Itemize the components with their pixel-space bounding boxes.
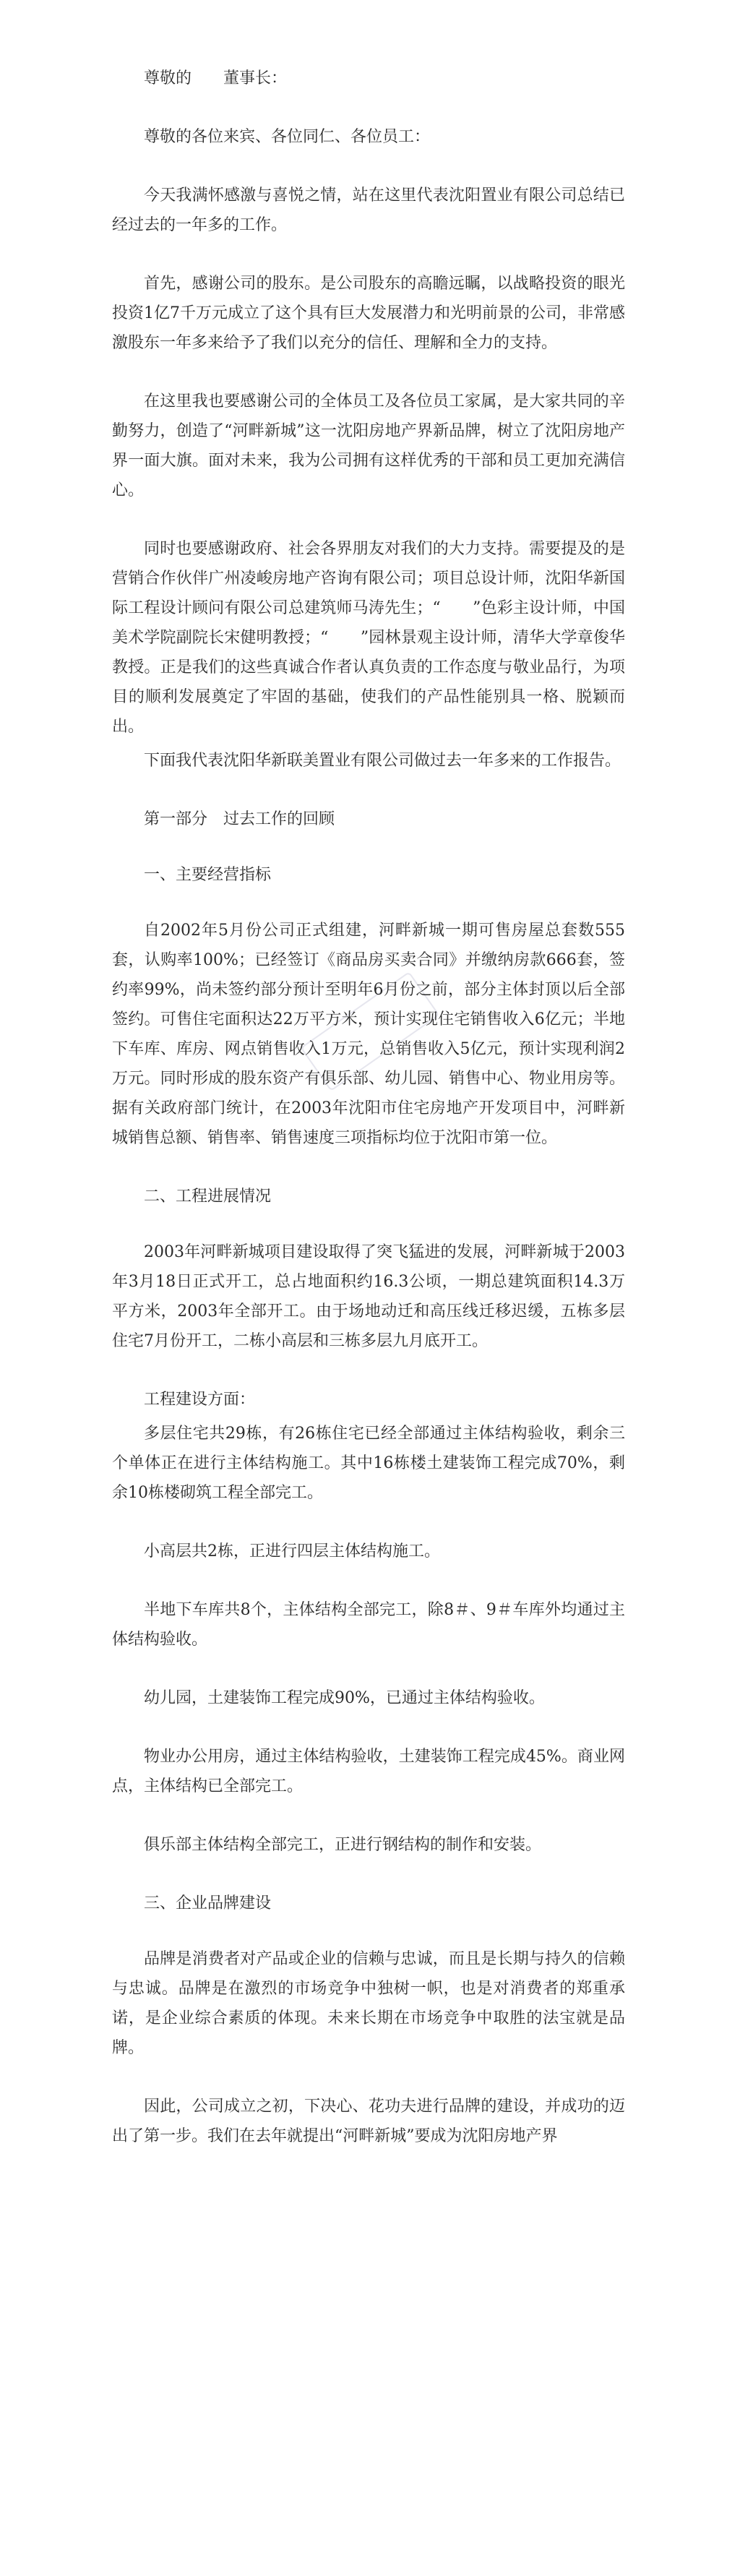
paragraph-h4: 三、企业品牌建设 <box>144 1894 272 1912</box>
paragraph-p6: 自2002年5月份公司正式组建，河畔新城一期可售房屋总套数555套，认购率100%；已经签订《商品房买卖合同》并缴纳房款666套，签约率99%，尚未签约部分预计至明年6月份之前，部分主体封顶以后全部签约。可售住宅面积达22万平方米，预计实现住宅销售收入6亿元；半地下车库、库房、网点销售收入1万元，总销售收入5亿元，预计实现利润2万元。同时形成的股东资产有俱乐部、幼儿园、销售中心、物业用房等。据有关政府部门统计，在2003年沈阳市住宅房地产开发项目中，河畔新城销售总额、销售率、销售速度三项指标均位于沈阳市第一位。 <box>112 922 625 1147</box>
paragraph-p1: 今天我满怀感激与喜悦之情，站在这里代表沈阳置业有限公司总结已经过去的一年多的工作。 <box>112 186 625 234</box>
paragraph-p12: 幼儿园，土建装饰工程完成90%，已通过主体结构验收。 <box>144 1689 545 1707</box>
paragraph-p2: 首先，感谢公司的股东。是公司股东的高瞻远瞩，以战略投资的眼光投资1亿7千万元成立了这个具有巨大发展潜力和光明前景的公司，非常感激股东一年多来给予了我们以充分的信任、理解和全力的支持。 <box>112 275 625 352</box>
paragraph-p15: 品牌是消费者对产品或企业的信赖与忠诚，而且是长期与持久的信赖与忠诚。品牌是在激烈的市场竞争中独树一帜，也是对消费者的郑重承诺，是企业综合素质的体现。未来长期在市场竞争中取胜的法宝就是品牌。 <box>112 1950 625 2057</box>
paragraph-h2: 一、主要经营指标 <box>144 866 272 884</box>
paragraph-p14: 俱乐部主体结构全部完工，正进行钢结构的制作和安装。 <box>144 1836 542 1854</box>
paragraph-p10: 小高层共2栋，正进行四层主体结构施工。 <box>144 1542 440 1560</box>
paragraph-p16: 因此，公司成立之初，下决心、花功夫进行品牌的建设，并成功的迈出了第一步。我们在去年就提出“河畔新城”要成为沈阳房地产界 <box>112 2098 625 2145</box>
paragraph-p5: 下面我代表沈阳华新联美置业有限公司做过去一年多来的工作报告。 <box>144 752 621 770</box>
paragraph-p4: 同时也要感谢政府、社会各界朋友对我们的大力支持。需要提及的是营销合作伙伴广州凌峻房地产咨询有限公司；项目总设计师，沈阳华新国际工程设计顾问有限公司总建筑师马涛先生；“ ”色彩主设计师，中国美术学院副院长宋健明教授；“ ”园林景观主设计师，清华大学章俊华教授。正是我们的这些真诚合作者认真负责的工作态度与敬业品行，为项目的顺利发展奠定了牢固的基础，使我们的产品性能别具一格、脱颖而出。 <box>112 540 625 736</box>
document-body <box>112 64 625 2180</box>
paragraph-salutation1: 尊敬的 董事长： <box>144 69 288 87</box>
paragraph-h3: 二、工程进展情况 <box>144 1188 272 1206</box>
paragraph-h1: 第一部分 过去工作的回顾 <box>144 810 335 828</box>
paragraph-salutation2: 尊敬的各位来宾、各位同仁、各位员工： <box>144 128 431 146</box>
paragraph-p7: 2003年河畔新城项目建设取得了突飞猛进的发展，河畔新城于2003年3月18日正式开工，总占地面积约16.3公顷，一期总建筑面积14.3万平方米，2003年全部开工。由于场地动迁和高压线迁移迟缓，五栋多层住宅7月份开工，二栋小高层和三栋多层九月底开工。 <box>112 1243 625 1350</box>
paragraph-p3: 在这里我也要感谢公司的全体员工及各位员工家属，是大家共同的辛勤努力，创造了“河畔新城”这一沈阳房地产界新品牌，树立了沈阳房地产界一面大旗。面对未来，我为公司拥有这样优秀的干部和员工更加充满信心。 <box>112 392 625 499</box>
paragraph-p11: 半地下车库共8个，主体结构全部完工，除8＃、9＃车库外均通过主体结构验收。 <box>112 1601 625 1649</box>
paragraph-p9: 多层住宅共29栋，有26栋住宅已经全部通过主体结构验收，剩余三个单体正在进行主体结构施工。其中16栋楼土建装饰工程完成70%，剩余10栋楼砌筑工程全部完工。 <box>112 1425 625 1502</box>
paragraph-p13: 物业办公用房，通过主体结构验收，土建装饰工程完成45%。商业网点，主体结构已全部完工。 <box>112 1748 625 1795</box>
paragraph-p8: 工程建设方面： <box>144 1391 256 1409</box>
